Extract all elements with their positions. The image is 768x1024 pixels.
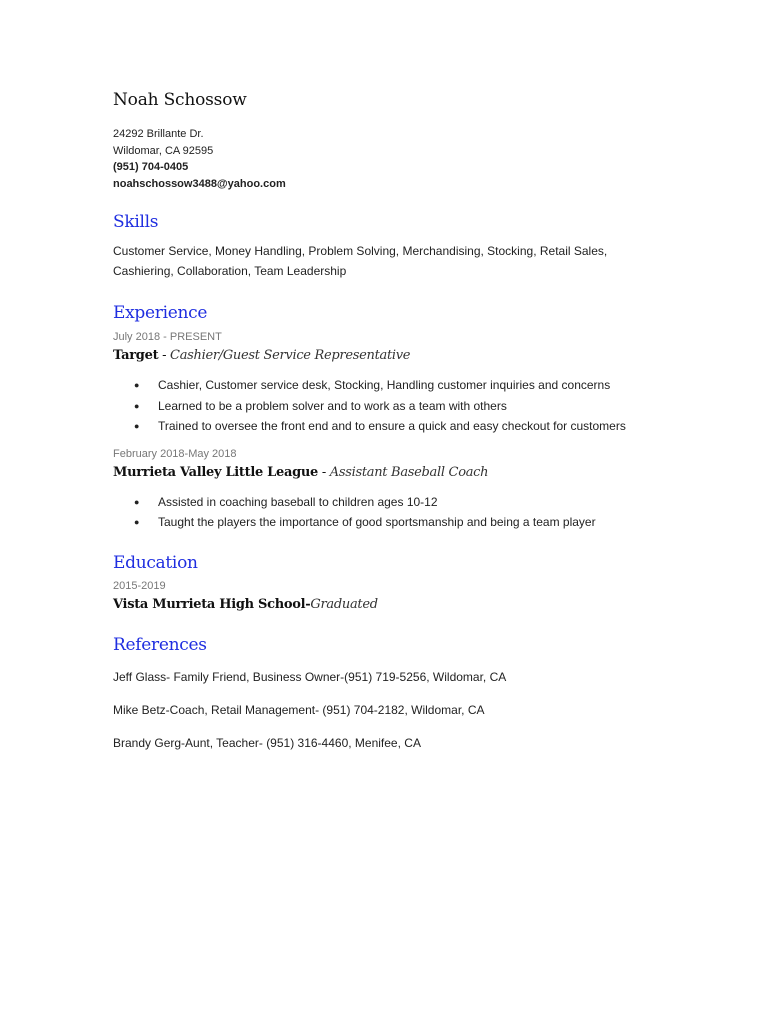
- list-item: ● Taught the players the importance of good sportsmanship and being a team player: [113, 512, 673, 533]
- references-heading: References: [113, 634, 207, 655]
- list-item: ● Assisted in coaching baseball to children ages 10-12: [113, 492, 673, 513]
- job-separator: -: [158, 348, 171, 363]
- reference-item: Mike Betz-Coach, Retail Management- (951) 704-2182, Wildomar, CA: [113, 702, 485, 717]
- phone-number: (951) 704-0405: [113, 161, 189, 173]
- job-date: February 2018-May 2018: [113, 447, 237, 460]
- reference-item: Jeff Glass- Family Friend, Business Owner-(951) 719-5256, Wildomar, CA: [113, 669, 507, 684]
- skills-list: [113, 242, 673, 281]
- address-line-2: Wildomar, CA 92595: [113, 144, 214, 157]
- address-line-1: 24292 Brillante Dr.: [113, 128, 204, 140]
- job-title-line: [113, 346, 673, 366]
- education-heading: Education: [113, 552, 198, 573]
- contact-block: [113, 126, 673, 192]
- job-separator: -: [318, 464, 330, 480]
- candidate-name: Noah Schossow: [113, 90, 247, 110]
- experience-heading: Experience: [113, 303, 208, 323]
- job-organization: Target: [113, 348, 159, 363]
- reference-item: Brandy Gerg-Aunt, Teacher- (951) 316-4460, Menifee, CA: [113, 735, 421, 750]
- list-item: ● Trained to oversee the front end and to ensure a quick and easy checkout for customers: [113, 416, 673, 437]
- email-address: noahschossow3488@yahoo.com: [113, 177, 286, 190]
- experience-section: [113, 303, 673, 533]
- education-date: 2015-2019: [113, 579, 166, 592]
- education-status: Graduated: [310, 596, 378, 612]
- skills-heading: Skills: [113, 212, 159, 232]
- skills-section: [113, 212, 673, 281]
- job-bullets: [113, 492, 673, 533]
- job-entry: [113, 447, 673, 533]
- school-name: Vista Murrieta High School-: [113, 596, 311, 612]
- job-role: Assistant Baseball Coach: [329, 464, 489, 480]
- references-section: [113, 635, 673, 751]
- list-item: ● Learned to be a problem solver and to work as a team with others: [113, 396, 673, 417]
- resume-page: [113, 90, 673, 751]
- job-bullets: [113, 375, 673, 437]
- list-item: ● Cashier, Customer service desk, Stocking, Handling customer inquiries and concerns: [113, 375, 673, 396]
- skills-line-2: Cashiering, Collaboration, Team Leadership: [113, 263, 347, 278]
- job-entry: [113, 330, 673, 437]
- job-date: July 2018 - PRESENT: [113, 331, 222, 343]
- education-line: [113, 595, 673, 615]
- job-organization: Murrieta Valley Little League: [113, 464, 319, 480]
- job-title-line: [113, 463, 673, 483]
- job-role: Cashier/Guest Service Representative: [170, 348, 411, 363]
- education-section: [113, 553, 673, 615]
- skills-line-1: Customer Service, Money Handling, Problem Solving, Merchandising, Stocking, Retail Sales,: [113, 244, 608, 258]
